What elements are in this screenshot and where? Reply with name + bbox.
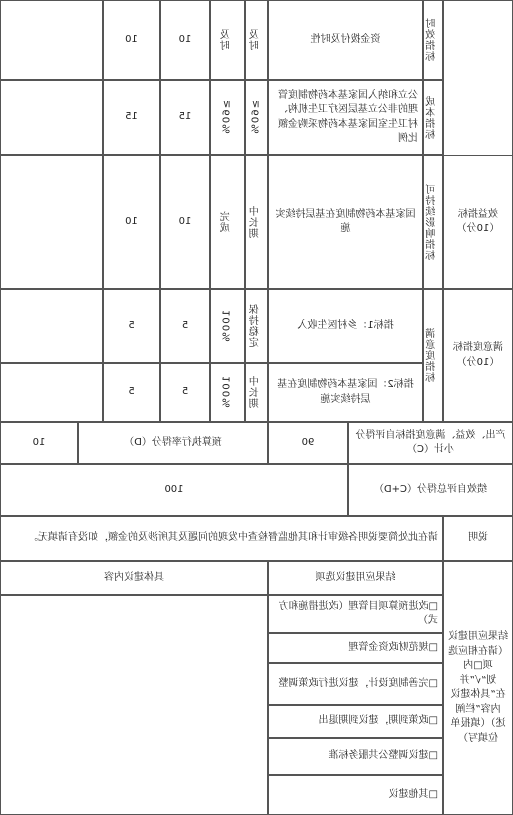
budget-label: 预算执行率得分（D） (78, 422, 268, 464)
benefit-category: 可持续影响指标 (423, 155, 443, 289)
cost-score: 15 (103, 80, 160, 155)
cost-target: ≥60% (245, 80, 268, 155)
timeliness-remark (0, 0, 103, 80)
satisfaction-row-1-target: 保持稳定 (245, 289, 268, 363)
timeliness-content: 资金拨付及时性 (268, 0, 423, 80)
satisfaction-row-2-weight: 5 (160, 363, 210, 422)
cost-weight: 15 (160, 80, 210, 155)
satisfaction-row-1-remark (0, 289, 103, 363)
option-improve-project[interactable]: □改进预算项目管理（改进措施和方式） (268, 595, 443, 633)
satisfaction-row-1-score: 5 (103, 289, 160, 363)
satisfaction-category: 满意度指标 (423, 289, 443, 422)
option-policy-exit[interactable]: □政策到期，建议到期退出 (268, 705, 443, 738)
timeliness-target: 及时 (245, 0, 268, 80)
timeliness-actual: 及时 (210, 0, 245, 80)
satisfaction-row-2-actual: 100% (210, 363, 245, 422)
cost-category: 成本指标 (423, 80, 443, 155)
application-header-right: 具体建议内容 (0, 561, 268, 595)
cost-actual: ≥60% (210, 80, 245, 155)
subtotal-value: 90 (268, 422, 348, 464)
benefit-actual: 完成 (210, 155, 245, 289)
timeliness-category: 时效指标 (423, 0, 443, 80)
benefit-score: 10 (103, 155, 160, 289)
timeliness-score: 10 (103, 0, 160, 80)
note-label: 说明 (443, 516, 513, 561)
total-value: 100 (0, 464, 348, 516)
benefit-remark (0, 155, 103, 289)
satisfaction-row-2-score: 5 (103, 363, 160, 422)
option-other[interactable]: □其他建议 (268, 775, 443, 815)
benefit-weight: 10 (160, 155, 210, 289)
total-label: 绩效自评总得分（C+D） (348, 464, 513, 516)
note-text: 请在此处简要说明各级审计和其他监督检查中发现的问题及其所涉及的金额，如没有请填无。 (0, 516, 443, 561)
benefit-label: 效益指标（10分） (443, 155, 513, 289)
subtotal-label: 产出、效益、满意度指标自评得分小计（C） (348, 422, 513, 464)
benefit-target: 中长期 (245, 155, 268, 289)
cost-remark (0, 80, 103, 155)
option-regulate-funds[interactable]: □规范财政资金管理 (268, 633, 443, 663)
application-detail-area[interactable] (0, 595, 268, 815)
satisfaction-row-2-remark (0, 363, 103, 422)
satisfaction-row-2-content: 指标2：国家基本药物制度在基层持续实施 (268, 363, 423, 422)
option-policy-adjust[interactable]: □完善制度设计，建议进行政策调整 (268, 663, 443, 705)
application-header-left: 结果应用建议选项 (268, 561, 443, 595)
satisfaction-row-2-target: 中长期 (245, 363, 268, 422)
application-label: 结果应用建议（请在相应选项□内划“√”并在“具体建议内容”栏阐述）（填报单位填写） (443, 561, 513, 815)
option-service-standard[interactable]: □建议调整公共服务标准 (268, 738, 443, 775)
satisfaction-row-1-weight: 5 (160, 289, 210, 363)
satisfaction-label: 满意度指标（10分） (443, 289, 513, 422)
budget-value: 10 (0, 422, 78, 464)
benefit-content: 国家基本药物制度在基层持续实施 (268, 155, 423, 289)
satisfaction-row-1-actual: 100% (210, 289, 245, 363)
timeliness-weight: 10 (160, 0, 210, 80)
cost-content: 公立和纳入国家基本药物制度管理的非公立基层医疗卫生机构、村卫生室国家基本药物采购金额比例 (268, 80, 423, 155)
satisfaction-row-1-content: 指标1：乡村医生收入 (268, 289, 423, 363)
